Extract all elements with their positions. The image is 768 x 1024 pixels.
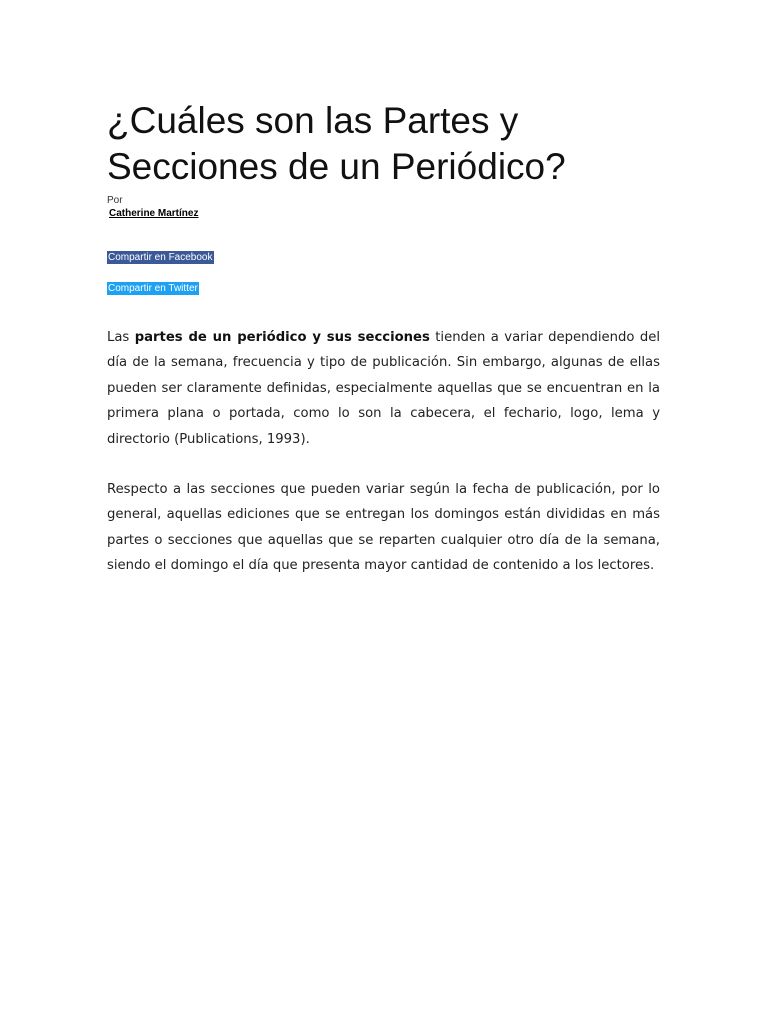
share-twitter-link[interactable]: Compartir en Twitter [108,283,198,294]
article-title: ¿Cuáles son las Partes y Secciones de un Periódico? [107,100,566,187]
paragraph-1-bold: partes de un periódico y sus secciones [134,330,430,345]
author-link[interactable]: Catherine Martínez [109,208,199,219]
share-facebook-link[interactable]: Compartir en Facebook [108,252,213,263]
article-paragraph-2: Respecto a las secciones que pueden variar según la fecha de publicación, por lo general, aquellas ediciones que se entregan los domingos están divididas en más partes o secciones que aquellas que se reparten cualquier otro día de la semana, siendo el domingo el día que presenta mayor cantidad de contenido a los lectores. [107,482,660,574]
paragraph-1-rest: tienden a variar dependiendo del día de la semana, frecuencia y tipo de publicación. Sin embargo, algunas de ellas pueden ser claramente definidas, especialmente aquellas que se encuentran en la primera plana o portada, como lo son la cabecera, el fechario, logo, lema y directorio (Publications, 1993). [107,330,661,447]
article-paragraph-1 [107,325,660,452]
byline-label: Por [107,195,123,206]
article [107,0,660,1024]
paragraph-1-lead: Las [107,330,135,345]
